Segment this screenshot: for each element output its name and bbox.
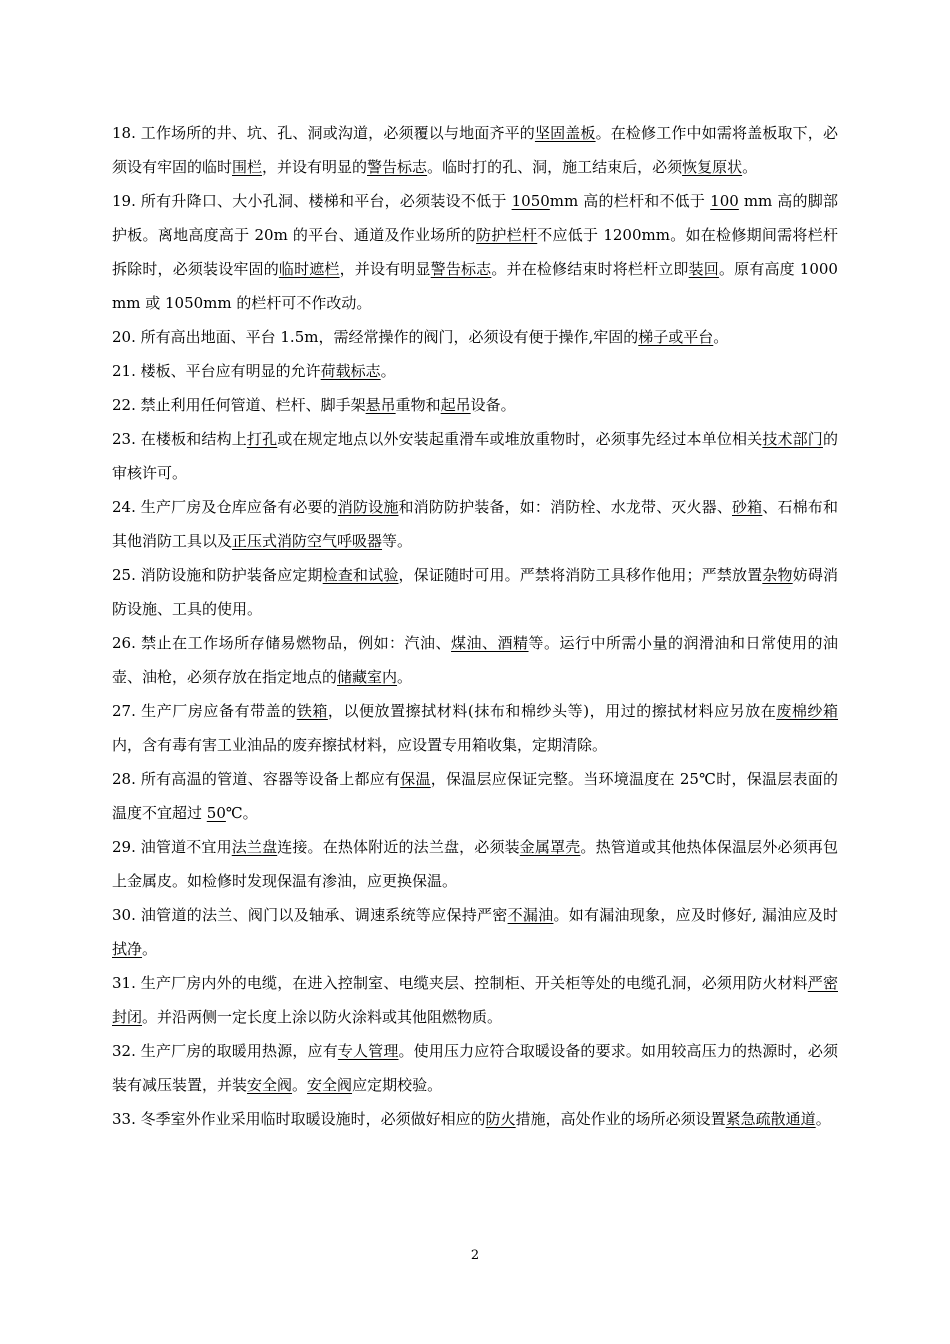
text-segment: 等。 [382,532,413,550]
text-segment: 25. 消防设施和防护装备应定期 [112,566,323,584]
text-segment: 妨碍消防设施、工具的使用。 [112,566,838,618]
list-item [112,694,838,762]
list-item [112,626,838,694]
text-segment: ，并设有明显的 [262,158,368,176]
underlined-term: 警告标志 [430,260,492,278]
text-segment: 26. 禁止在工作场所存储易燃物品，例如：汽油、 [112,634,452,652]
text-segment: 29. 油管道不宜用 [112,838,232,856]
list-item [112,422,838,490]
underlined-term: 储藏室内 [337,668,398,686]
underlined-term: 煤油、酒精 [451,634,529,652]
underlined-term: 荷载标志 [320,362,381,380]
text-segment: 。使用压力应符合取暖设备的要求。如用较高压力的热源时，必须装有减压装置，并装 [112,1042,838,1094]
text-segment: 20. 所有高出地面、平台 1.5m，需经常操作的阀门，必须设有便于操作,牢固的 [112,328,639,346]
text-segment: 。 [742,158,758,176]
underlined-term: 消防设施 [337,498,399,516]
text-segment: ，保温层应保证完整。当环境温度在 25℃时，保温层表面的温度不宜超过 [112,770,838,822]
text-segment: 等。运行中所需小量的润滑油和日常使用的油壶、油枪，必须存放在指定地点的 [112,634,838,686]
text-segment: 。 [713,328,729,346]
underlined-term: 坚固盖板 [534,124,596,142]
underlined-term: 安全阀 [247,1076,293,1094]
list-item [112,762,838,830]
text-segment: 内，含有毒有害工业油品的废弃擦拭材料，应设置专用箱收集，定期清除。 [112,736,608,754]
text-segment: 应定期校验。 [352,1076,443,1094]
text-segment: 。临时打的孔、洞，施工结束后，必须 [427,158,683,176]
underlined-term: 专人管理 [337,1042,399,1060]
text-segment: 。如有漏油现象，应及时修好, 漏油应及时 [553,906,838,924]
text-segment: 22. 禁止利用任何管道、栏杆、脚手架 [112,396,366,414]
list-item [112,830,838,898]
text-segment: 或在规定地点以外安装起重滑车或堆放重物时，必须事先经过本单位相关 [277,430,763,448]
underlined-term: 装回 [688,260,719,278]
list-item [112,184,838,320]
underlined-term: 检查和试验 [322,566,399,584]
underlined-term: 法兰盘 [231,838,278,856]
text-segment: 、石棉布和其他消防工具以及 [112,498,838,550]
underlined-term: 悬吊 [365,396,396,414]
underlined-term: 保温 [400,770,431,788]
text-segment: mm 高的栏杆和不低于 [549,192,711,210]
underlined-term: 1050 [511,192,550,210]
list-item [112,966,838,1034]
underlined-term: 拭净 [112,940,143,958]
underlined-term: 正压式消防空气呼吸器 [232,532,383,550]
text-segment: 。原有高度 1000mm 或 1050mm 的栏杆可不作改动。 [112,260,838,312]
text-segment: 。 [397,668,413,686]
text-segment: 18. 工作场所的井、坑、孔、洞或沟道，必须覆以与地面齐平的 [112,124,535,142]
list-item [112,388,838,422]
text-segment: 的审核许可。 [112,430,838,482]
text-segment: 。 [142,940,158,958]
underlined-term: 金属罩壳 [519,838,581,856]
text-segment: 。在检修工作中如需将盖板取下，必须设有牢固的临时 [112,124,838,176]
underlined-term: 50 [206,804,226,822]
text-segment: 设备。 [470,396,516,414]
text-segment: 32. 生产厂房的取暖用热源，应有 [112,1042,338,1060]
list-item [112,1102,838,1136]
underlined-term: 安全阀 [307,1076,353,1094]
list-item [112,116,838,184]
underlined-term: 警告标志 [367,158,428,176]
list-item [112,490,838,558]
underlined-term: 废棉纱箱 [776,702,838,720]
text-segment: 。 [815,1110,831,1128]
page-number: 2 [470,1248,480,1263]
underlined-term: 杂物 [762,566,793,584]
text-segment: 。并沿两侧一定长度上涂以防火涂料或其他阻燃物质。 [142,1008,503,1026]
text-segment: 28. 所有高温的管道、容器等设备上都应有 [112,770,401,788]
text-segment: 连接。在热体附近的法兰盘，必须装 [277,838,520,856]
list-item [112,320,838,354]
text-segment: 。热管道或其他热体保温层外必须再包上金属皮。如检修时发现保温有渗油，应更换保温。 [112,838,838,890]
underlined-term: 铁箱 [296,702,328,720]
text-segment: 27. 生产厂房应备有带盖的 [112,702,297,720]
underlined-term: 围栏 [232,158,263,176]
text-segment: mm 高的脚部护板。离地高度高于 20m 的平台、通道及作业场所的 [112,192,838,244]
text-segment: 。 [292,1076,308,1094]
text-segment: 30. 油管道的法兰、阀门以及轴承、调速系统等应保持严密 [112,906,508,924]
underlined-term: 技术部门 [762,430,823,448]
underlined-term: 临时遮栏 [278,260,340,278]
text-segment: 。并在检修结束时将栏杆立即 [491,260,689,278]
underlined-term: 砂箱 [732,498,763,516]
text-segment: 21. 楼板、平台应有明显的允许 [112,362,321,380]
list-item [112,1034,838,1102]
text-segment: 和消防防护装备，如：消防栓、水龙带、灭火器、 [398,498,732,516]
text-segment: ，保证随时可用。严禁将消防工具移作他用；严禁放置 [398,566,763,584]
text-segment: 。 [380,362,396,380]
text-segment: 24. 生产厂房及仓库应备有必要的 [112,498,338,516]
underlined-term: 起吊 [440,396,471,414]
underlined-term: 100 [710,192,739,210]
underlined-term: 防火 [485,1110,516,1128]
underlined-term: 防护栏杆 [476,226,538,244]
list-item [112,354,838,388]
document-body [112,116,838,1136]
underlined-term: 严密封闭 [112,974,838,1026]
underlined-term: 紧急疏散通道 [725,1110,816,1128]
text-segment: 23. 在楼板和结构上 [112,430,247,448]
list-item [112,898,838,966]
text-segment: 31. 生产厂房内外的电缆，在进入控制室、电缆夹层、控制柜、开关柜等处的电缆孔洞，必须用防火材料 [112,974,808,992]
text-segment: 19. 所有升降口、大小孔洞、楼梯和平台，必须装设不低于 [112,192,512,210]
underlined-term: 不漏油 [507,906,554,924]
text-segment: ℃。 [225,804,258,822]
underlined-term: 打孔 [246,430,278,448]
text-segment: ，以便放置擦拭材料(抹布和棉纱头等)，用过的擦拭材料应另放在 [327,702,777,720]
underlined-term: 恢复原状 [682,158,743,176]
list-item [112,558,838,626]
text-segment: 不应低于 1200mm。如在检修期间需将栏杆拆除时，必须装设牢固的 [112,226,838,278]
text-segment: 措施，高处作业的场所必须设置 [515,1110,726,1128]
text-segment: 33. 冬季室外作业采用临时取暖设施时，必须做好相应的 [112,1110,486,1128]
underlined-term: 梯子或平台 [638,328,714,346]
text-segment: ，并设有明显 [339,260,431,278]
text-segment: 重物和 [395,396,441,414]
